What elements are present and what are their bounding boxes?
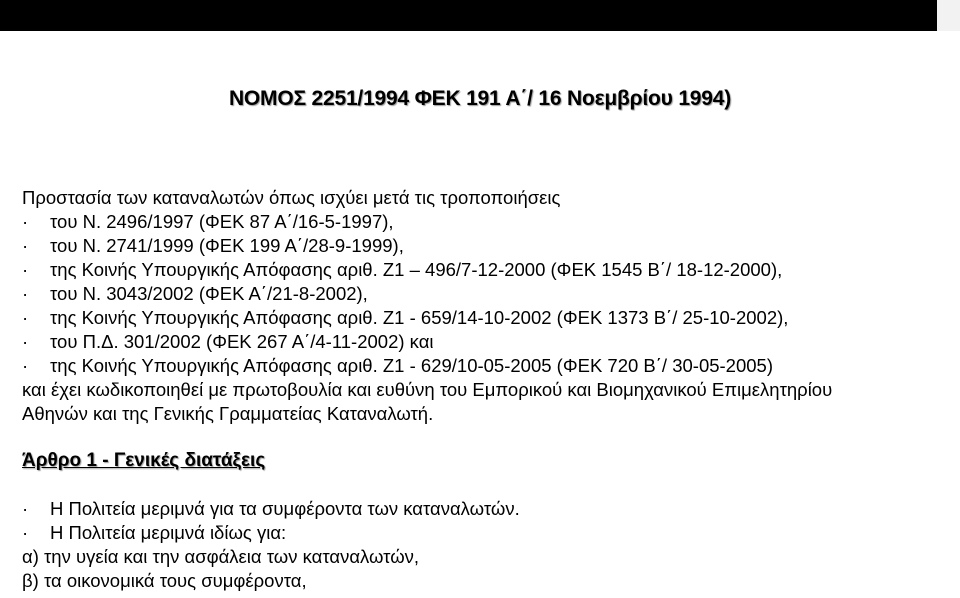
intro-paragraph <box>22 186 952 426</box>
bullet: · <box>22 331 29 352</box>
bullet: · <box>22 211 29 232</box>
bullet: · <box>22 522 29 543</box>
article-heading: Άρθρο 1 - Γενικές διατάξεις <box>22 450 266 471</box>
bullet: · <box>22 235 29 256</box>
article-line: Η Πολιτεία μεριμνά ιδίως για: <box>50 522 287 543</box>
bullet: · <box>22 283 29 304</box>
top-bar <box>0 0 960 31</box>
list-item <box>22 330 952 354</box>
list-item <box>22 521 520 545</box>
article-line: Η Πολιτεία μεριμνά για τα συμφέροντα των καταναλωτών. <box>50 498 520 519</box>
intro-line: Αθηνών και της Γενικής Γραμματείας Καταναλωτή. <box>22 403 434 424</box>
intro-line: του Ν. 2741/1999 (ΦΕΚ 199 Α΄/28-9-1999), <box>50 235 404 256</box>
intro-line: Προστασία των καταναλωτών όπως ισχύει μετά τις τροποποιήσεις <box>22 187 561 208</box>
list-item <box>22 497 520 521</box>
document-title: ΝΟΜΟΣ 2251/1994 ΦΕΚ 191 Α΄/ 16 Νοεμβρίου 1994) <box>228 87 732 110</box>
list-item <box>22 306 952 330</box>
intro-line: του Ν. 3043/2002 (ΦΕΚ Α΄/21-8-2002), <box>50 283 368 304</box>
top-bar-dark <box>0 0 937 31</box>
intro-line: του Ν. 2496/1997 (ΦΕΚ 87 Α΄/16-5-1997), <box>50 211 394 232</box>
list-item <box>22 258 952 282</box>
article-line: β) τα οικονομικά τους συμφέροντα, <box>22 570 307 591</box>
top-bar-corner <box>937 0 960 31</box>
intro-line: της Κοινής Υπουργικής Απόφασης αριθ. Ζ1 – 496/7-12-2000 (ΦΕΚ 1545 Β΄/ 18-12-2000), <box>50 259 783 280</box>
intro-line: της Κοινής Υπουργικής Απόφασης αριθ. Ζ1 - 629/10-05-2005 (ΦΕΚ 720 Β΄/ 30-05-2005) <box>50 355 773 376</box>
list-item <box>22 354 952 378</box>
list-item <box>22 282 952 306</box>
bullet: · <box>22 355 29 376</box>
bullet: · <box>22 498 29 519</box>
intro-line: της Κοινής Υπουργικής Απόφασης αριθ. Ζ1 - 659/14-10-2002 (ΦΕΚ 1373 Β΄/ 25-10-2002), <box>50 307 789 328</box>
article-body <box>22 497 520 593</box>
bullet: · <box>22 259 29 280</box>
list-item <box>22 234 952 258</box>
intro-line: του Π.Δ. 301/2002 (ΦΕΚ 267 Α΄/4-11-2002) και <box>50 331 434 352</box>
intro-line: και έχει κωδικοποιηθεί με πρωτοβουλία και ευθύνη του Εμπορικού και Βιομηχανικού Επιμελητηρίου <box>22 379 833 400</box>
list-item <box>22 210 952 234</box>
article-line: α) την υγεία και την ασφάλεια των καταναλωτών, <box>22 546 420 567</box>
bullet: · <box>22 307 29 328</box>
